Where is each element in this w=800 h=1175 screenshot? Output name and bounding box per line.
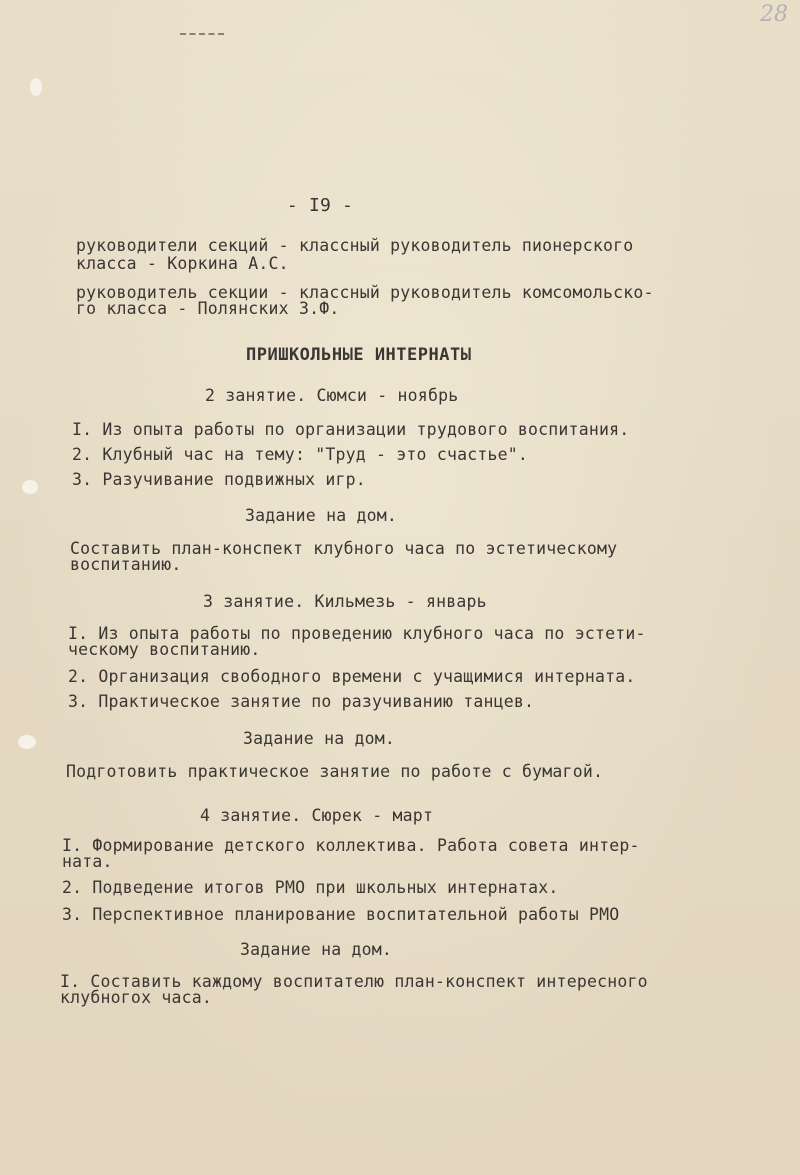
list-item: 3. Разучивание подвижных игр. xyxy=(72,470,366,489)
session-title: 4 занятие. Сюрек - март xyxy=(200,806,434,825)
page-number: - I9 - xyxy=(286,195,354,216)
intro-line: руководители секций - классный руководитель пионерского xyxy=(76,236,634,255)
list-item: I. Из опыта работы по организации трудового воспитания. xyxy=(72,420,630,439)
homework-line: Составить план-конспект клубного часа по эстетическому xyxy=(70,539,618,558)
list-item: I. Формирование детского коллектива. Работа совета интер- xyxy=(62,836,640,855)
list-item: 2. Подведение итогов РМО при школьных интернатах. xyxy=(62,878,559,897)
paper-hole-mark xyxy=(30,78,42,96)
homework-line: воспитанию. xyxy=(70,555,182,574)
list-item: 2. Клубный час на тему: "Труд - это счастье". xyxy=(72,445,529,464)
top-dash-mark xyxy=(180,33,224,37)
paper-hole-mark xyxy=(18,735,36,749)
list-item: 3. Практическое занятие по разучиванию танцев. xyxy=(68,692,535,711)
session-title: 3 занятие. Кильмезь - январь xyxy=(203,592,487,611)
homework-line: I. Составить каждому воспитателю план-конспект интересного xyxy=(60,972,648,991)
intro-line: го класса - Полянских З.Ф. xyxy=(76,299,340,318)
homework-title: Задание на дом. xyxy=(243,729,396,748)
folio-number: 28 xyxy=(760,2,788,27)
list-item: 3. Перспективное планирование воспитательной работы РМО xyxy=(62,905,620,924)
list-item: ческому воспитанию. xyxy=(68,640,261,659)
homework-title: Задание на дом. xyxy=(240,940,393,959)
paper-hole-mark xyxy=(22,480,38,494)
intro-line: руководитель секции - классный руководитель комсомольско- xyxy=(76,283,654,302)
homework-title: Задание на дом. xyxy=(245,506,398,525)
session-title: 2 занятие. Сюмси - ноябрь xyxy=(205,386,459,405)
list-item: 2. Организация свободного времени с учащимися интерната. xyxy=(68,667,636,686)
list-item: I. Из опыта работы по проведению клубного часа по эстети- xyxy=(68,624,646,643)
list-item: ната. xyxy=(62,852,113,871)
intro-line: класса - Коркина А.С. xyxy=(76,254,289,273)
section-heading: ПРИШКОЛЬНЫЕ ИНТЕРНАТЫ xyxy=(246,345,472,365)
homework-line: Подготовить практическое занятие по работе с бумагой. xyxy=(66,762,604,781)
homework-line: клубногох часа. xyxy=(60,988,213,1007)
